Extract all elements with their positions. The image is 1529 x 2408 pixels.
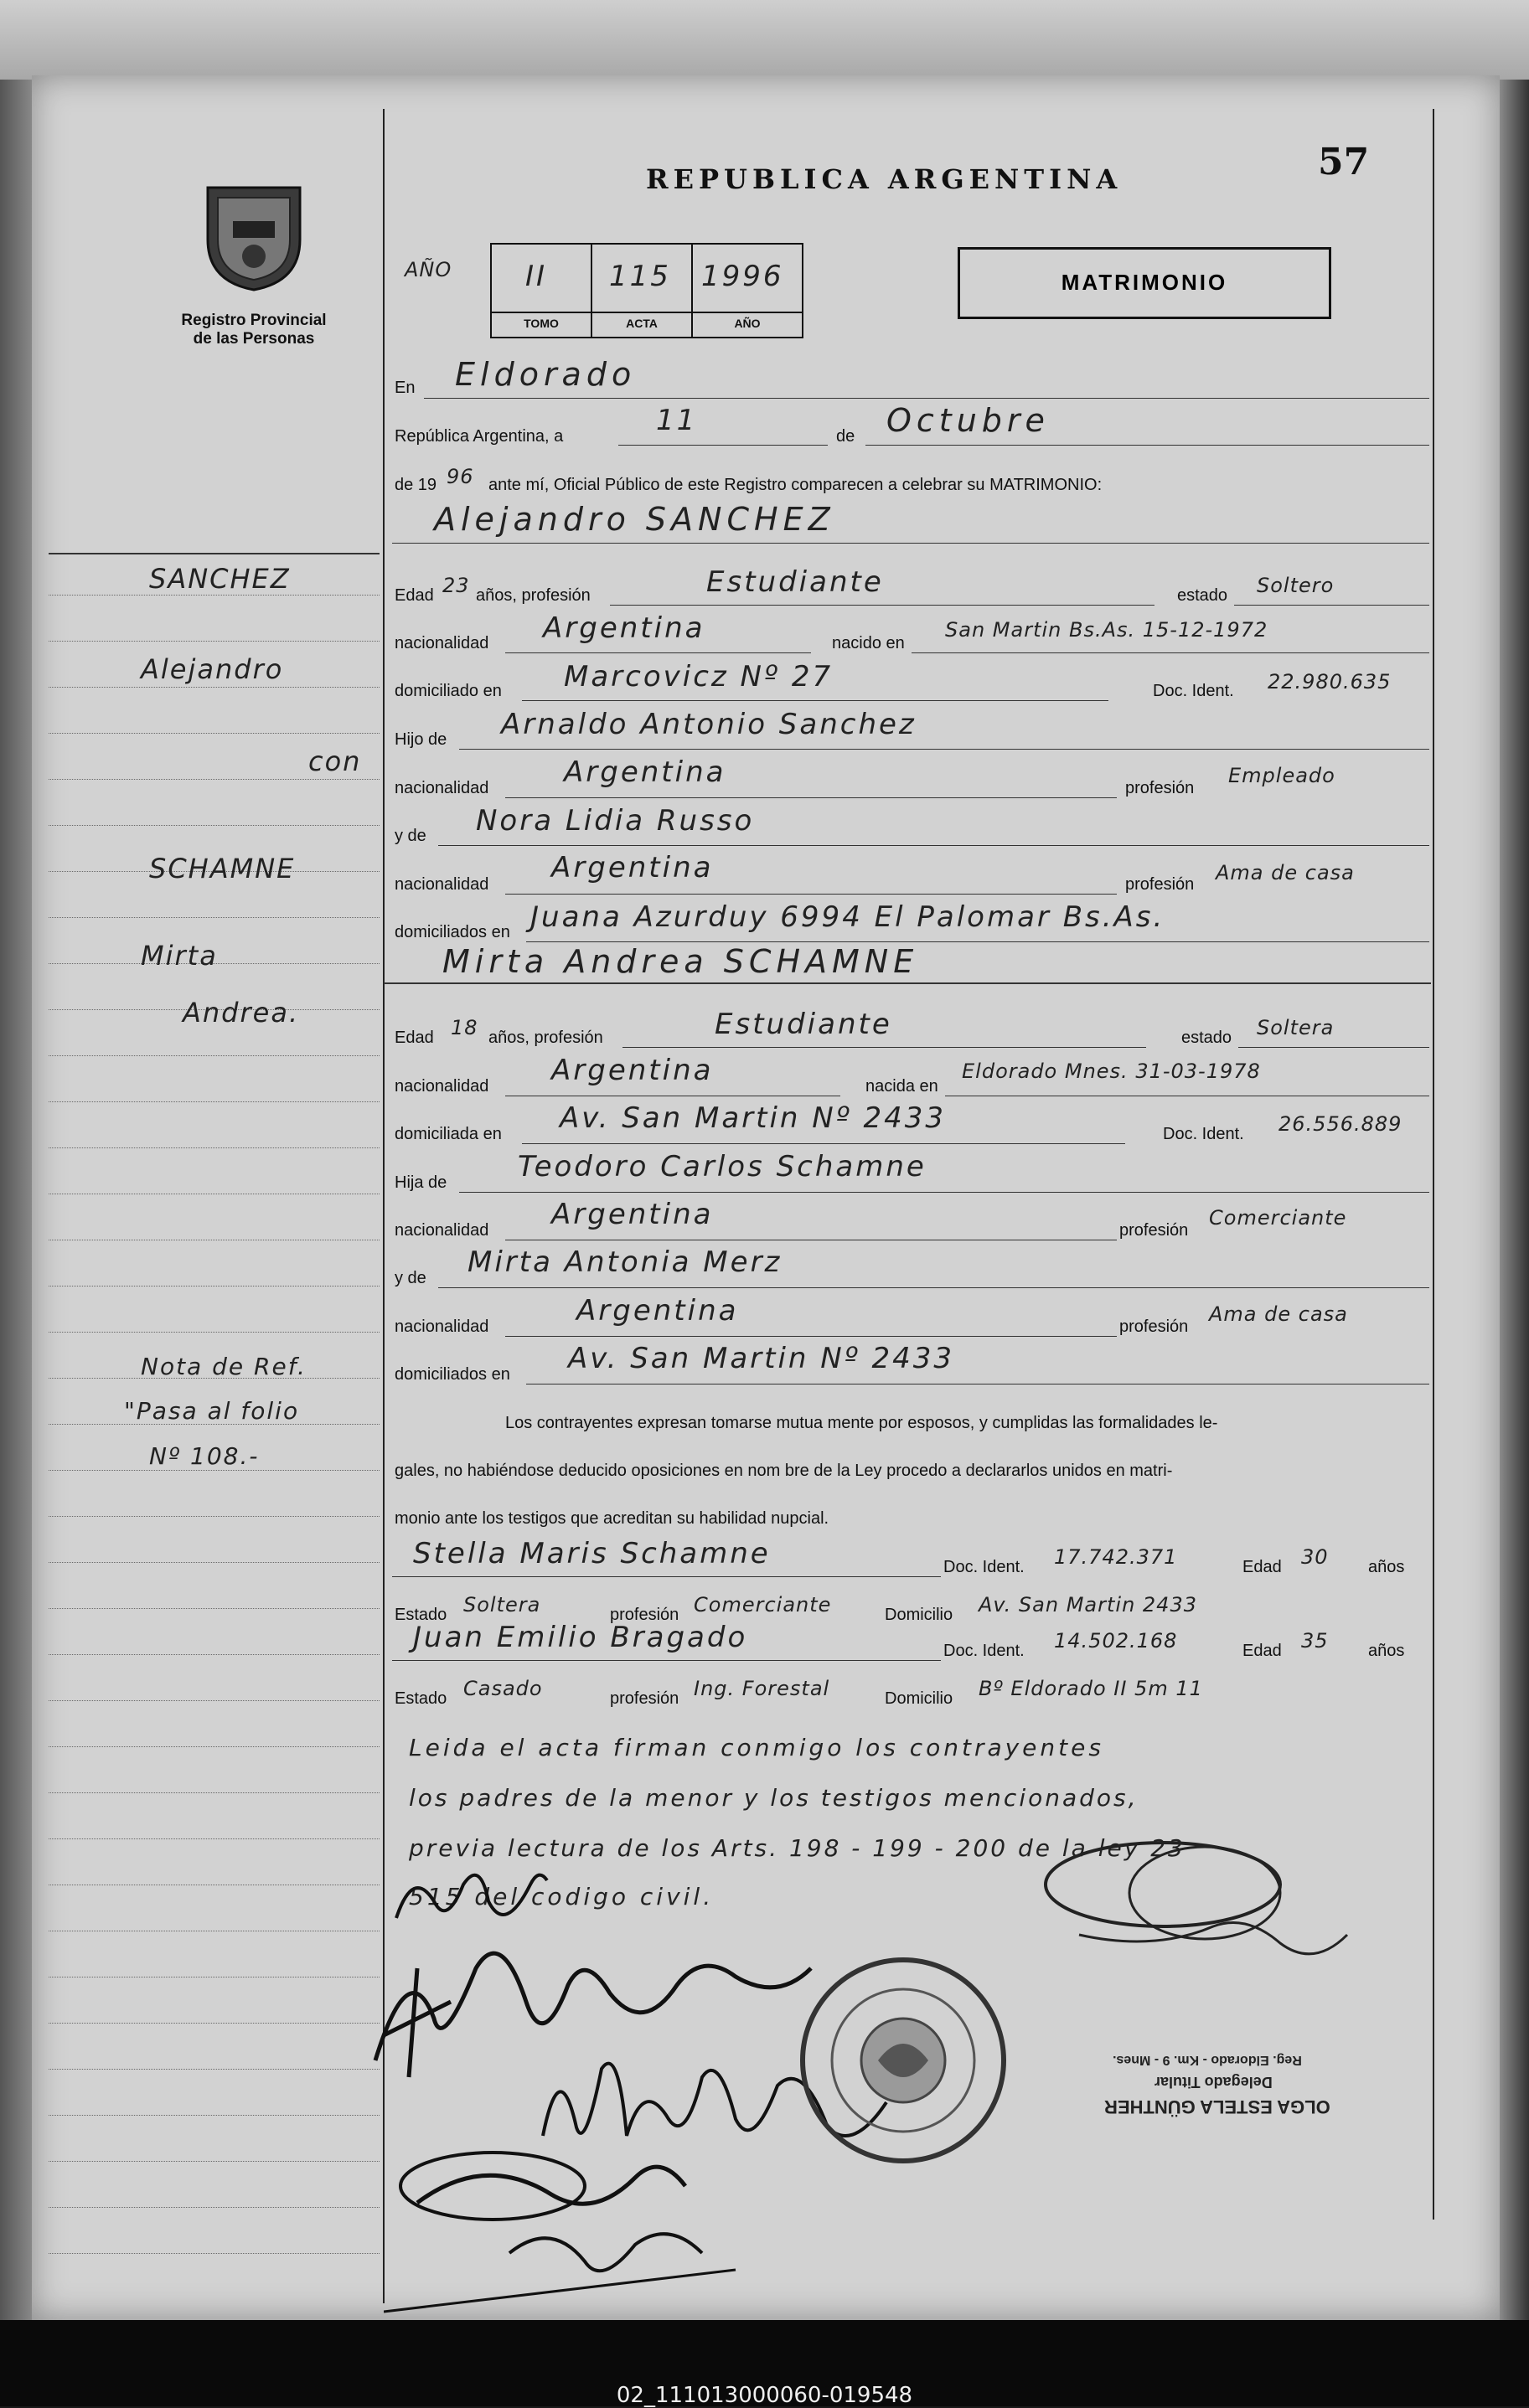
witness2-domicile: Bº Eldorado II 5m 11	[979, 1677, 1203, 1700]
groom-full-name: Alejandro SANCHEZ	[434, 501, 835, 538]
margin-note-line3: Nº 108.-	[149, 1442, 260, 1470]
bride-profession: Estudiante	[715, 1008, 892, 1041]
margin-bride-second: Andrea.	[183, 997, 300, 1029]
ano-value: 1996	[701, 260, 784, 293]
margin-bride-first: Mirta	[141, 940, 218, 972]
witness2-anos-label: años	[1368, 1642, 1405, 1660]
city: Eldorado	[455, 356, 637, 393]
groom-mother-yde-label: y de	[395, 827, 426, 845]
groom-hijo-label: Hijo de	[395, 730, 447, 749]
bride-mother-yde-label: y de	[395, 1269, 426, 1287]
bride-nacionalidad-label: nacionalidad	[395, 1077, 489, 1096]
stamp-office: Reg. Eldorado - Km. 9 - Mnes.	[1113, 2053, 1302, 2067]
witness2-age: 35	[1301, 1629, 1329, 1653]
groom-nationality: Argentina	[543, 611, 705, 645]
witness1-doc-label: Doc. Ident.	[943, 1558, 1025, 1576]
file-identifier: 02_111013000060-019548	[616, 2383, 913, 2408]
bride-doc-ident: 26.556.889	[1278, 1112, 1402, 1136]
groom-mother: Nora Lidia Russo	[476, 804, 755, 838]
margin-note-line1: Nota de Ref.	[141, 1353, 307, 1380]
signature-witness-icon	[384, 2127, 761, 2320]
groom-domiciliado-label: domiciliado en	[395, 682, 502, 700]
witness1-profession: Comerciante	[694, 1593, 832, 1617]
margin-bride-surname: SCHAMNE	[149, 853, 296, 884]
right-border-rule	[1433, 109, 1434, 2220]
registry-seal-icon	[199, 181, 308, 294]
tomo-acta-ano-box	[490, 243, 803, 338]
witness1-estado-label: Estado	[395, 1606, 447, 1624]
witness2-status: Casado	[463, 1677, 543, 1700]
closing-note-line2: los padres de la menor y los testigos mencionados,	[409, 1784, 1139, 1812]
witness2-doc-ident: 14.502.168	[1054, 1629, 1178, 1653]
tomo-value: II	[525, 260, 548, 293]
closing-note-line4: 515 del codigo civil.	[409, 1883, 715, 1910]
bride-father-prof-label: profesión	[1119, 1221, 1189, 1240]
groom-nacido-label: nacido en	[832, 634, 905, 652]
day: 11	[656, 404, 698, 437]
witness2-estado-label: Estado	[395, 1689, 447, 1708]
year-suffix: 96	[447, 465, 474, 488]
scanner-top-strip	[0, 0, 1529, 80]
country-title: REPUBLICA ARGENTINA	[646, 163, 1123, 195]
tomo-label: TOMO	[524, 317, 559, 330]
stamp-title: Delegado Titular	[1154, 2074, 1273, 2091]
groom-doc-label: Doc. Ident.	[1153, 682, 1234, 700]
groom-profession: Estudiante	[706, 565, 884, 599]
witness1-doc-ident: 17.742.371	[1054, 1545, 1178, 1569]
bride-domicile: Av. San Martin Nº 2433	[560, 1101, 947, 1135]
closing-note-line1: Leida el acta firman conmigo los contrayentes	[409, 1734, 1104, 1761]
groom-father-prof-label: profesión	[1125, 779, 1195, 797]
bride-full-name: Mirta Andrea SCHAMNE	[442, 943, 919, 980]
bride-mother: Mirta Antonia Merz	[467, 1245, 783, 1279]
bride-estado-label: estado	[1181, 1029, 1232, 1047]
bride-father-nationality: Argentina	[551, 1198, 714, 1231]
en-label: En	[395, 379, 416, 397]
closing-note-line3: previa lectura de los Arts. 198 - 199 - 200 de la ley 23	[409, 1834, 1185, 1862]
margin-groom-first: Alejandro	[141, 653, 284, 685]
groom-father-nationality: Argentina	[564, 755, 726, 789]
bride-born-in: Eldorado Mnes. 31-03-1978	[962, 1060, 1261, 1083]
registry-name: Registro Provincial de las Personas	[181, 312, 327, 348]
groom-father-nac-label: nacionalidad	[395, 779, 489, 797]
acta-value: 115	[609, 260, 671, 293]
groom-profesion-label: años, profesión	[476, 586, 591, 605]
groom-age: 23	[442, 574, 470, 597]
stamp-name: OLGA ESTELA GÜNTHER	[1104, 2096, 1330, 2117]
bride-age: 18	[451, 1016, 478, 1039]
bride-civil-status: Soltera	[1257, 1016, 1335, 1039]
witness2-doc-label: Doc. Ident.	[943, 1642, 1025, 1660]
bride-profesion-label: años, profesión	[488, 1029, 603, 1047]
groom-doc-ident: 22.980.635	[1268, 670, 1392, 694]
bride-mother-nationality: Argentina	[576, 1294, 739, 1328]
bride-nacida-label: nacida en	[865, 1077, 938, 1096]
page-number: 57	[1318, 141, 1370, 183]
bride-mother-nac-label: nacionalidad	[395, 1317, 489, 1336]
certificate-page	[32, 75, 1500, 2320]
month: Octubre	[886, 402, 1050, 439]
groom-born-in: San Martin Bs.As. 15-12-1972	[945, 618, 1268, 642]
document-type: MATRIMONIO	[1061, 270, 1228, 295]
witness2-domicilio-label: Domicilio	[885, 1689, 953, 1708]
year-prefix: de 19	[395, 476, 437, 494]
signature-official-icon	[1029, 1834, 1364, 1977]
groom-father: Arnaldo Antonio Sanchez	[501, 708, 917, 741]
bride-nationality: Argentina	[551, 1054, 714, 1087]
groom-parents-dom-label: domiciliados en	[395, 923, 510, 941]
groom-nacionalidad-label: nacionalidad	[395, 634, 489, 652]
witness1-anos-label: años	[1368, 1558, 1405, 1576]
bride-doc-label: Doc. Ident.	[1163, 1125, 1244, 1143]
bride-domiciliada-label: domiciliada en	[395, 1125, 502, 1143]
witness2-name: Juan Emilio Bragado	[413, 1621, 748, 1654]
intro-text: ante mí, Oficial Público de este Registro comparecen a celebrar su MATRIMONIO:	[488, 476, 1103, 494]
ano-prefix: AÑO	[405, 258, 452, 281]
bride-father-nac-label: nacionalidad	[395, 1221, 489, 1240]
acta-label: ACTA	[626, 317, 658, 330]
book-right-edge	[1500, 80, 1529, 2320]
bride-mother-profession: Ama de casa	[1209, 1302, 1348, 1326]
official-round-seal-icon	[794, 1952, 1012, 2169]
groom-mother-profession: Ama de casa	[1216, 861, 1355, 884]
groom-mother-nationality: Argentina	[551, 851, 714, 884]
groom-parents-domicile: Juana Azurduy 6994 El Palomar Bs.As.	[530, 900, 1165, 934]
legal-text-line3: monio ante los testigos que acreditan su habilidad nupcial.	[395, 1509, 829, 1528]
document-type-box	[958, 247, 1331, 319]
margin-groom-surname: SANCHEZ	[149, 563, 291, 595]
groom-edad-label: Edad	[395, 586, 434, 605]
bride-father: Teodoro Carlos Schamne	[518, 1150, 927, 1183]
witness1-age: 30	[1301, 1545, 1329, 1569]
witness1-edad-label: Edad	[1242, 1558, 1282, 1576]
republica-label: República Argentina, a	[395, 427, 564, 446]
bride-father-profession: Comerciante	[1209, 1206, 1347, 1230]
witness1-domicilio-label: Domicilio	[885, 1606, 953, 1624]
groom-mother-nac-label: nacionalidad	[395, 875, 489, 894]
bride-hija-label: Hija de	[395, 1173, 447, 1192]
bride-parents-dom-label: domiciliados en	[395, 1365, 510, 1384]
witness2-profesion-label: profesión	[610, 1689, 679, 1708]
margin-con: con	[308, 745, 362, 777]
witness1-status: Soltera	[463, 1593, 541, 1617]
bride-edad-label: Edad	[395, 1029, 434, 1047]
witness2-edad-label: Edad	[1242, 1642, 1282, 1660]
legal-text-line2: gales, no habiéndose deducido oposiciones en nom bre de la Ley procedo a declararlos unidos en matri-	[395, 1462, 1173, 1480]
witness2-profession: Ing. Forestal	[694, 1677, 830, 1700]
groom-father-profession: Empleado	[1228, 764, 1335, 787]
ano-label: AÑO	[734, 317, 761, 330]
legal-text-line1: Los contrayentes expresan tomarse mutua mente por esposos, y cumplidas las formalidades le-	[505, 1414, 1218, 1432]
groom-mother-prof-label: profesión	[1125, 875, 1195, 894]
groom-civil-status: Soltero	[1257, 574, 1335, 597]
groom-estado-label: estado	[1177, 586, 1228, 605]
margin-note-line2: "Pasa al folio	[124, 1397, 300, 1425]
bride-mother-prof-label: profesión	[1119, 1317, 1189, 1336]
de-label: de	[836, 427, 855, 446]
bride-parents-domicile: Av. San Martin Nº 2433	[568, 1342, 955, 1375]
witness1-name: Stella Maris Schamne	[413, 1537, 771, 1570]
groom-domicile: Marcovicz Nº 27	[564, 660, 834, 694]
witness1-domicile: Av. San Martin 2433	[979, 1593, 1197, 1617]
witness1-profesion-label: profesión	[610, 1606, 679, 1624]
book-left-edge	[0, 80, 32, 2320]
